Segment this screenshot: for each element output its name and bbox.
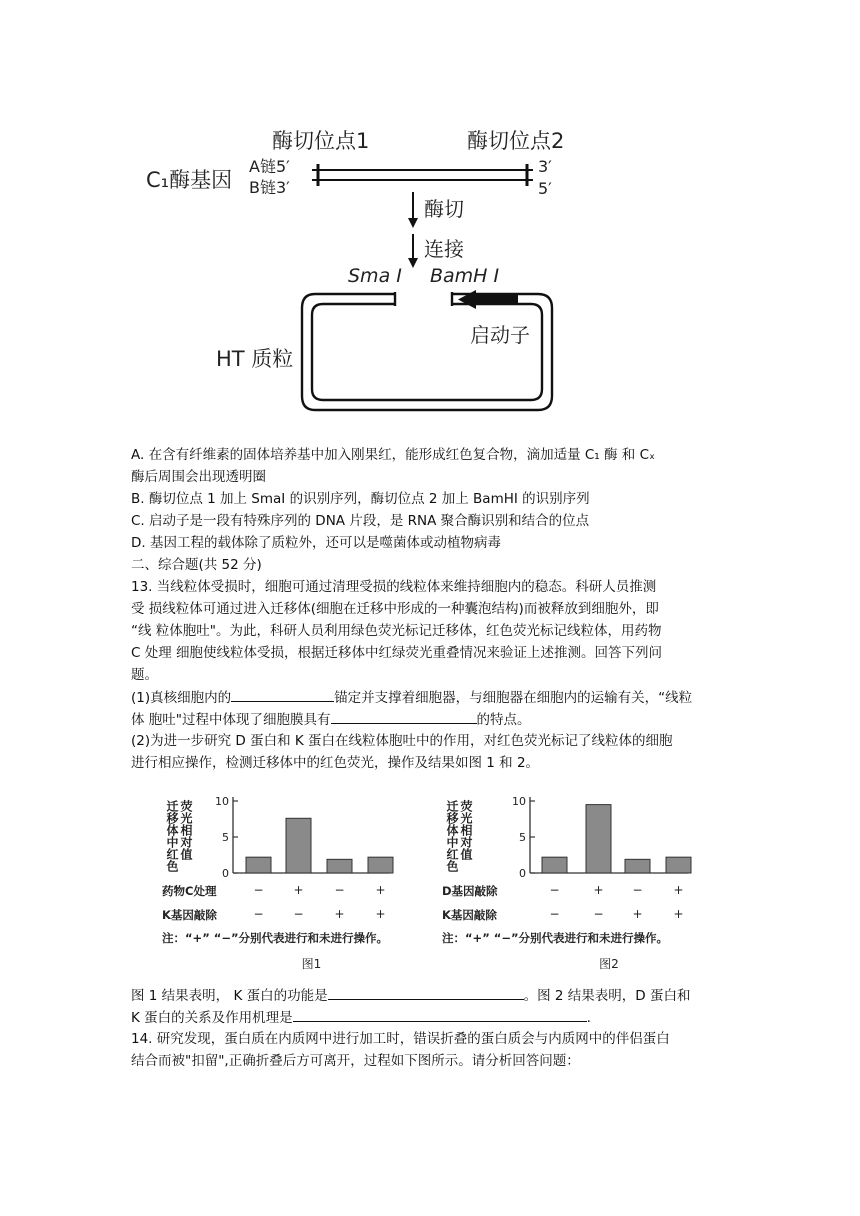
strand-a-label: A链5′ — [249, 157, 290, 176]
option-a-line1: A. 在含有纤维素的固体培养基中加入刚果红，能形成红色复合物，滴加适量 C₁ 酶 和 Cₓ — [131, 447, 656, 463]
end-5-label: 5′ — [538, 179, 552, 198]
section-title: 二、综合题(共 52 分) — [131, 557, 262, 573]
q13-result-text-a: 图 1 结果表明， K 蛋白的功能是 — [131, 988, 328, 1004]
chart-figure-2 — [440, 788, 735, 978]
q13-part1-line1 — [131, 686, 692, 709]
q13-part1-line2 — [131, 708, 531, 731]
y-axis-label-part: 迁移体中红色 — [445, 800, 459, 872]
y-tick-label: 0 — [519, 867, 526, 880]
promoter-label: 启动子 — [470, 323, 530, 347]
bar — [542, 857, 567, 873]
q13-part2-line2: 进行相应操作，检测迁移体中的红色荧光，操作及结果如图 1 和 2。 — [131, 755, 540, 771]
bar — [368, 857, 393, 873]
plasmid-outer — [302, 294, 552, 410]
row2-sign: + — [375, 907, 386, 921]
ligate-arrowhead — [408, 258, 418, 268]
chart-title: 图1 — [301, 957, 322, 971]
sma-label: Sma I — [348, 265, 402, 287]
option-d: D. 基因工程的载体除了质粒外，还可以是噬菌体或动植物病毒 — [131, 535, 501, 551]
row2-label: K基因敲除 — [162, 908, 217, 922]
row1-sign: − — [253, 883, 264, 897]
bar — [246, 857, 271, 873]
site1-label: 酶切位点1 — [272, 129, 370, 153]
q13-part1-text-b: 锚定并支撑着细胞器，与细胞器在细胞内的运输有关，“线粒 — [334, 690, 693, 706]
gene-label: C₁酶基因 — [146, 168, 233, 192]
q13-result-text-c: K 蛋白的关系及作用机理是 — [131, 1010, 293, 1026]
plasmid-inner — [312, 304, 542, 400]
q13-part2-line1: (2)为进一步研究 D 蛋白和 K 蛋白在线粒体胞吐中的作用，对红色荧光标记了线粒体的细胞 — [131, 733, 673, 749]
row1-label: 药物C处理 — [162, 884, 217, 898]
chart-note: 注：“+” “−”分别代表进行和未进行操作。 — [442, 931, 669, 945]
row1-sign: − — [549, 883, 560, 897]
answer-blank-2[interactable] — [331, 708, 477, 724]
q13-part1-text-d: 的特点。 — [476, 712, 531, 728]
row2-sign: − — [549, 907, 560, 921]
q13-line5: 题。 — [131, 667, 158, 683]
cut-arrowhead — [408, 218, 418, 228]
q13-part1-text-a: (1)真核细胞内的 — [131, 690, 232, 706]
chart-figure-1 — [160, 788, 450, 978]
y-tick-label: 5 — [519, 831, 526, 844]
bar — [586, 805, 611, 873]
row2-sign: − — [593, 907, 604, 921]
y-axis-label-part: 荧光相对值 — [459, 800, 473, 860]
row1-label: D基因敲除 — [442, 884, 498, 898]
plasmid-label: HT 质粒 — [216, 347, 294, 371]
promoter-block — [472, 295, 518, 304]
row1-sign: + — [375, 883, 386, 897]
row2-sign: + — [673, 907, 684, 921]
answer-blank-4[interactable] — [293, 1006, 587, 1022]
q14-line1: 14. 研究发现，蛋白质在内质网中进行加工时，错误折叠的蛋白质会与内质网中的伴侣蛋白 — [131, 1031, 670, 1047]
option-b: B. 酶切位点 1 加上 SmaI 的识别序列，酶切位点 2 加上 BamHI 的识别序列 — [131, 491, 590, 507]
row1-sign: − — [632, 883, 643, 897]
chart-note: 注：“+” “−”分别代表进行和未进行操作。 — [162, 931, 389, 945]
q13-line3: “线 粒体胞吐"。为此，科研人员利用绿色荧光标记迁移体，红色荧光标记线粒体，用药物 — [131, 623, 662, 639]
y-tick-label: 10 — [512, 795, 526, 808]
row2-sign: + — [334, 907, 345, 921]
row1-sign: + — [593, 883, 604, 897]
q13-result-line2 — [131, 1006, 591, 1029]
y-tick-label: 10 — [215, 795, 229, 808]
row2-sign: − — [293, 907, 304, 921]
y-axis-label-part: 荧光相对值 — [179, 800, 193, 860]
row1-sign: − — [334, 883, 345, 897]
q13-result-line1 — [131, 984, 690, 1007]
row2-sign: + — [632, 907, 643, 921]
row2-sign: − — [253, 907, 264, 921]
site2-label: 酶切位点2 — [467, 129, 565, 153]
bar — [666, 857, 691, 873]
q14-line2: 结合而被"扣留",正确折叠后方可离开，过程如下图所示。请分析回答问题： — [131, 1053, 580, 1069]
row2-label: K基因敲除 — [442, 908, 497, 922]
bam-label: BamH I — [430, 265, 500, 287]
strand-b-label: B链3′ — [249, 178, 290, 197]
q13-result-text-d: . — [586, 1010, 591, 1026]
answer-blank-1[interactable] — [231, 686, 334, 702]
step-ligate-label: 连接 — [424, 237, 464, 261]
bar — [327, 859, 352, 873]
q13-line2: 受 损线粒体可通过进入迁移体(细胞在迁移中形成的一种囊泡结构)而被释放到细胞外，即 — [131, 601, 659, 617]
chart-title: 图2 — [599, 957, 619, 971]
y-tick-label: 0 — [222, 867, 229, 880]
answer-blank-3[interactable] — [328, 984, 524, 1000]
q13-line4: C 处理 细胞使线粒体受损，根据迁移体中红绿荧光重叠情况来验证上述推测。回答下列问 — [131, 645, 663, 661]
row1-sign: + — [673, 883, 684, 897]
bar — [286, 818, 311, 873]
y-tick-label: 5 — [222, 831, 229, 844]
step-cut-label: 酶切 — [424, 197, 464, 221]
gene-plasmid-diagram — [140, 120, 600, 420]
option-a-line2: 酶后周围会出现透明圈 — [131, 469, 266, 485]
end-3-label: 3′ — [538, 157, 552, 176]
bar — [625, 859, 650, 873]
y-axis-label-part: 迁移体中红色 — [165, 800, 179, 872]
q13-result-text-b: 。图 2 结果表明，D 蛋白和 — [523, 988, 691, 1004]
q13-part1-text-c: 体 胞吐"过程中体现了细胞膜具有 — [131, 712, 331, 728]
option-c: C. 启动子是一段有特殊序列的 DNA 片段，是 RNA 聚合酶识别和结合的位点 — [131, 513, 590, 529]
q13-line1: 13. 当线粒体受损时，细胞可通过清理受损的线粒体来维持细胞内的稳态。科研人员推测 — [131, 579, 657, 595]
row1-sign: + — [293, 883, 304, 897]
